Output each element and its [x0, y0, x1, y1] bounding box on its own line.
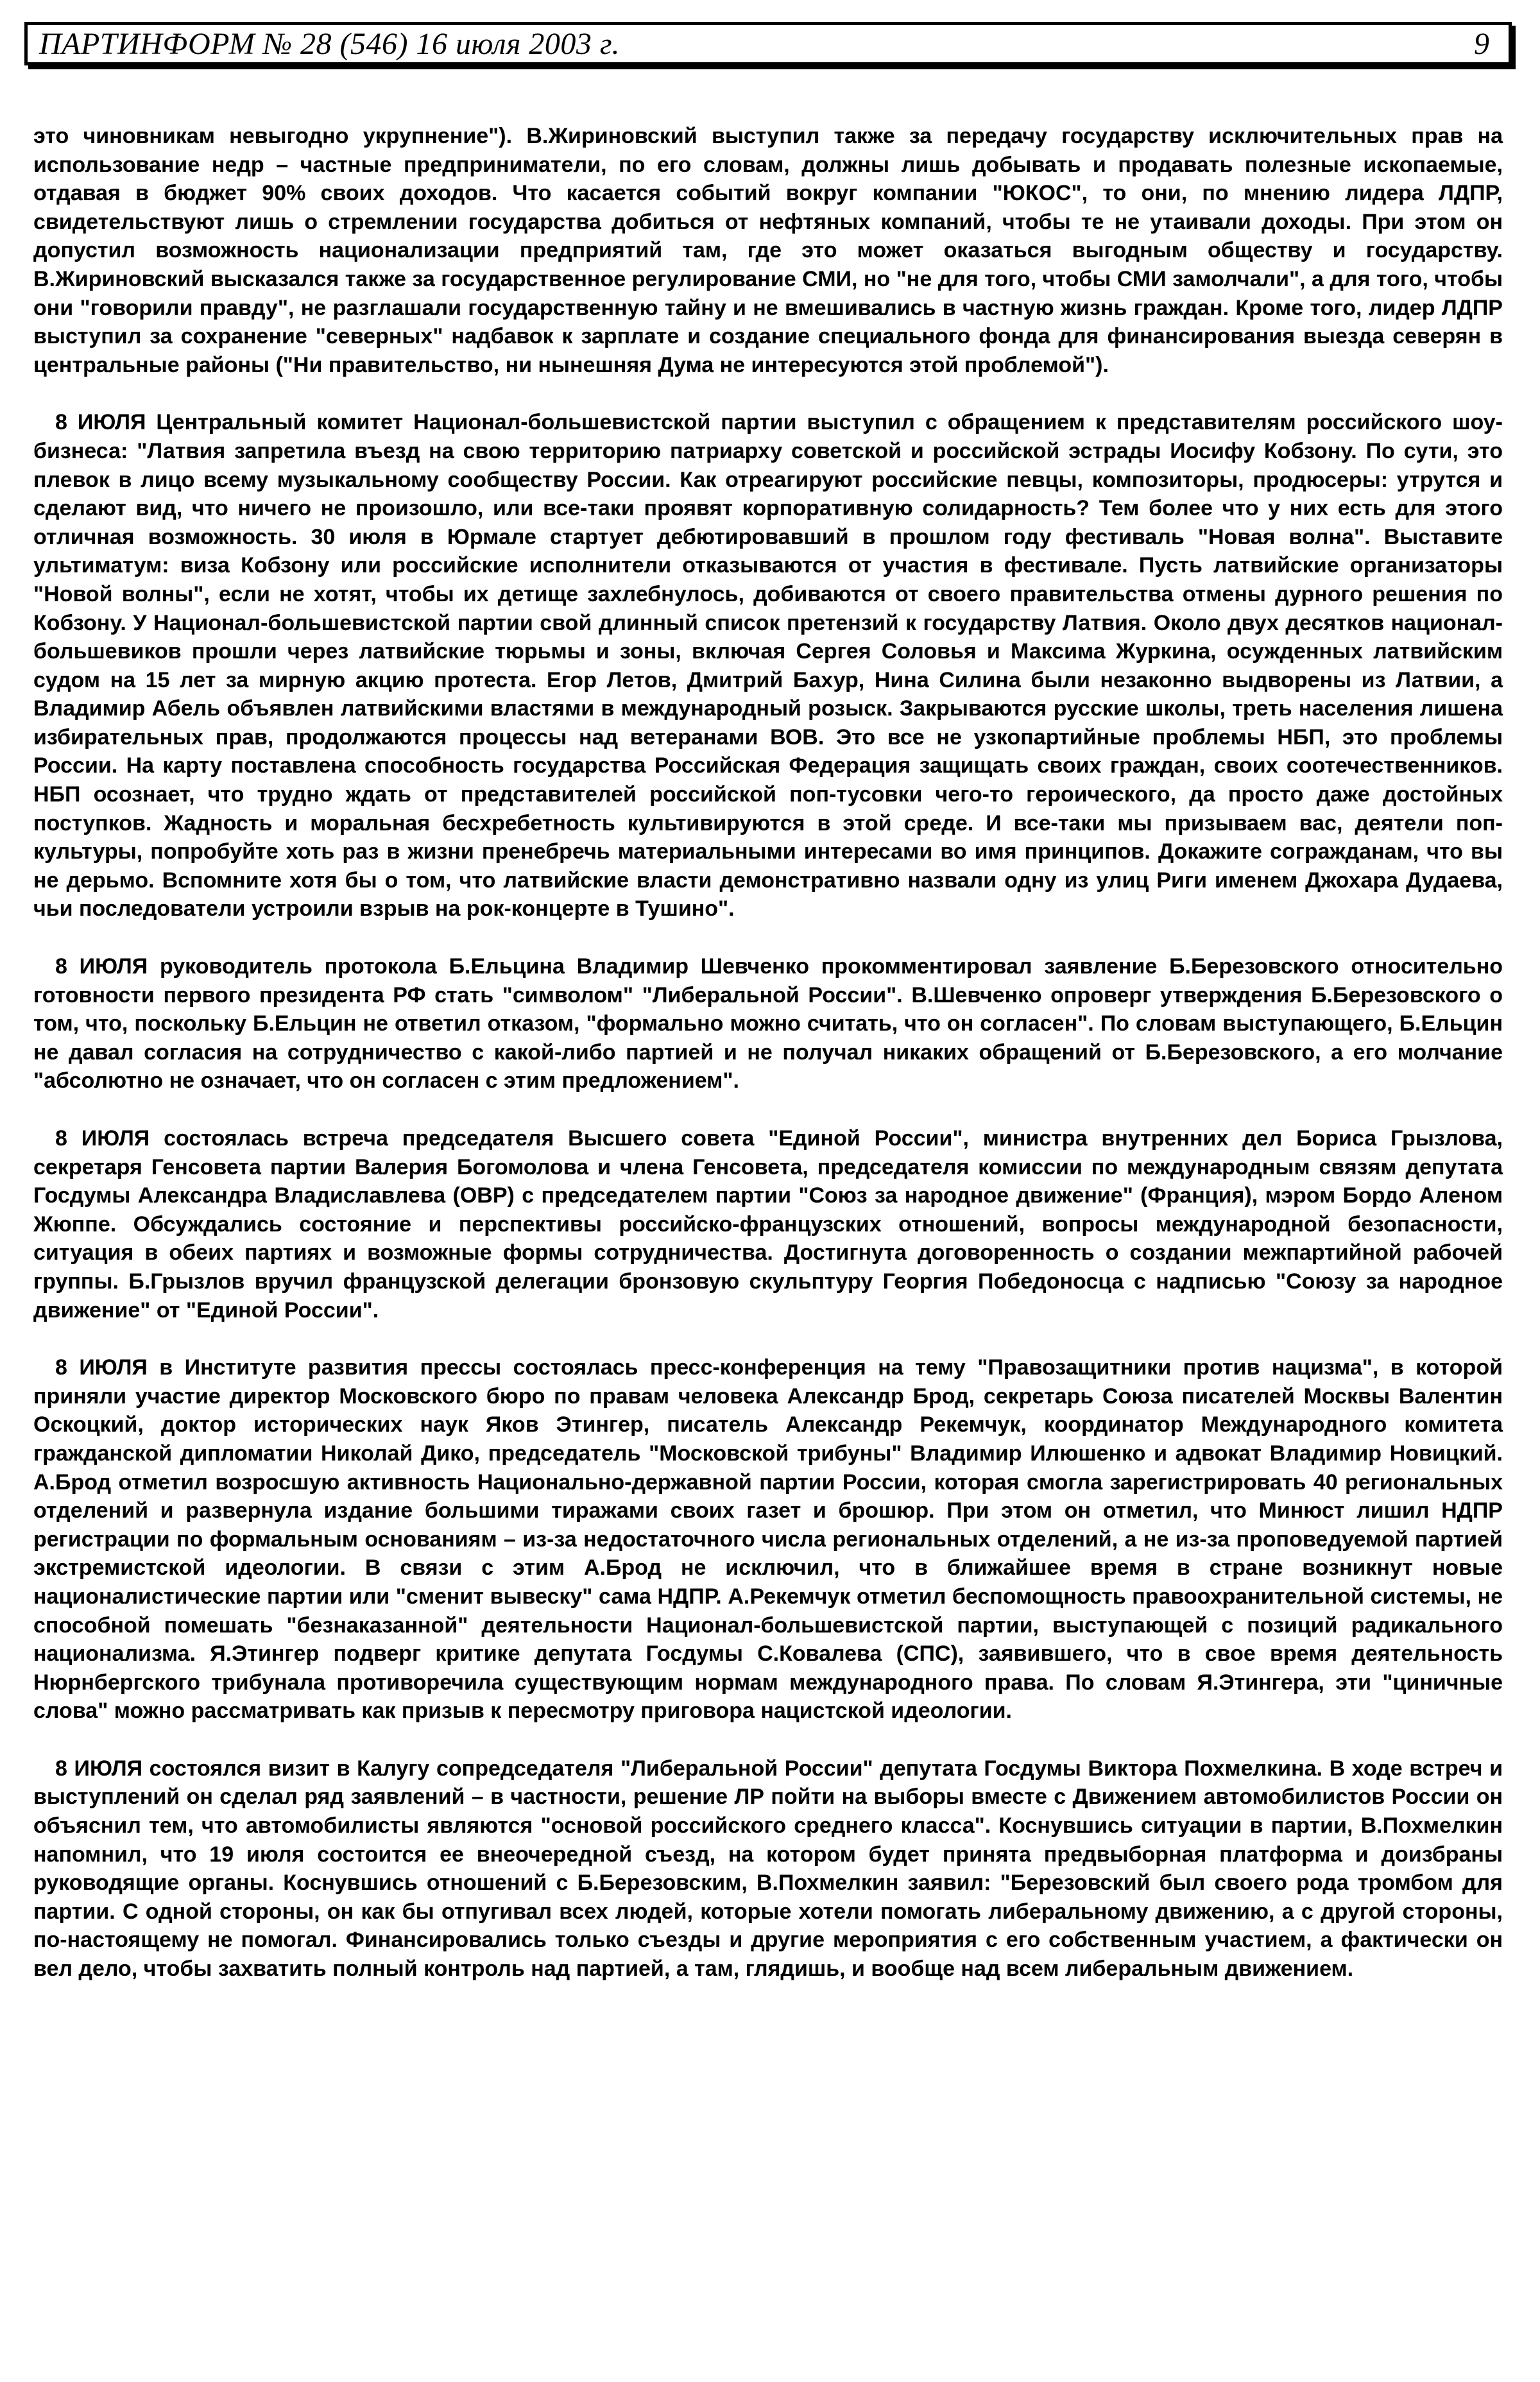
paragraph-text: руководитель протокола Б.Ельцина Владимир Шевченко прокомментировал заявление Б.Березовского относительно готовности первого президента РФ стать "символом" "Либеральной России". В.Шевченко опроверг утверждения Б.Березовского о том, что, поскольку Б.Ельцин не ответил отказом, "формально можно считать, что он согласен". По словам выступающего, Б.Ельцин не давал согласия на сотрудничество с какой-либо партией и не получал никаких обращений от Б.Березовского, а его молчание "абсолютно не означает, что он согласен с этим предложением". — [33, 954, 1503, 1093]
paragraph-5 — [33, 1353, 1503, 1726]
paragraph-6 — [33, 1754, 1503, 1984]
paragraph-date: 8 ИЮЛЯ — [55, 954, 148, 979]
paragraph-text: состоялась встреча председателя Высшего совета "Единой России", министра внутренних дел Бориса Грызлова, секретаря Генсовета партии Валерия Богомолова и члена Генсовета, председателя комиссии по международным связям депутата Госдумы Александра Владиславлева (ОВР) с председателем партии "Союз за народное движение" (Франция), мэром Бордо Аленом Жюппе. Обсуждались состояние и перспективы российско-французских отношений, вопросы международной безопасности, ситуация в обеих партиях и возможные формы сотрудничества. Достигнута договоренность о создании межпартийной рабочей группы. Б.Грызлов вручил французской делегации бронзовую скульптуру Георгия Победоносца с надписью "Союзу за народное движение" от "Единой России". — [33, 1126, 1503, 1323]
article-body — [33, 122, 1503, 2012]
paragraph-date: 8 ИЮЛЯ — [55, 1756, 143, 1781]
paragraph-date: 8 ИЮЛЯ — [55, 1355, 148, 1380]
page-number: 9 — [1474, 26, 1489, 61]
paragraph-text: состоялся визит в Калугу сопредседателя "Либеральной России" депутата Госдумы Виктора Похмелкина. В ходе встреч и выступлений он сделал ряд заявлений – в частности, решение ЛР пойти на выборы вместе с Движением автомобилистов России он объяснил тем, что автомобилисты являются "основой российского среднего класса". Коснувшись ситуации в партии, В.Похмелкин напомнил, что 19 июля состоится ее внеочередной съезд, на котором будет принята предвыборная платформа и доизбраны руководящие органы. Коснувшись отношений с Б.Березовским, В.Похмелкин заявил: "Березовский был своего рода тромбом для партии. С одной стороны, он как бы отпугивал всех людей, которые хотели помогать либеральному движению, а с другой стороны, по-настоящему не помогал. Финансировались только съезды и другие мероприятия с его собственным участием, а фактически он вел дело, чтобы захватить полный контроль над партией, а там, глядишь, и вообще над всем либеральным движением. — [33, 1756, 1503, 1982]
paragraph-text: Центральный комитет Национал-большевистской партии выступил с обращением к представителям российского шоу-бизнеса: "Латвия запретила въезд на свою территорию патриарху советской и российской эстрады Иосифу Кобзону. По сути, это плевок в лицо всему музыкальному сообществу России. Как отреагируют российские певцы, композиторы, продюсеры: утрутся и сделают вид, что ничего не произошло, или все-таки проявят корпоративную солидарность? Тем более что у них есть для этого отличная возможность. 30 июля в Юрмале стартует дебютировавший в прошлом году фестиваль "Новая волна". Выставите ультиматум: виза Кобзону или российские исполнители отказываются от участия в фестивале. Пусть латвийские организаторы "Новой волны", если не хотят, чтобы их детище захлебнулось, добиваются от своего правительства отмены дурного решения по Кобзону. У Национал-большевистской партии свой длинный список претензий к государству Латвия. Около двух десятков национал-большевиков прошли через латвийские тюрьмы и зоны, включая Сергея Соловья и Максима Журкина, осужденных латвийским судом на 15 лет за мирную акцию протеста. Егор Летов, Дмитрий Бахур, Нина Силина были незаконно выдворены из Латвии, а Владимир Абель объявлен латвийскими властями в международный розыск. Закрываются русские школы, треть населения лишена избирательных прав, продолжаются процессы над ветеранами ВОВ. Это все не узкопартийные проблемы НБП, это проблемы России. На карту поставлена способность государства Российская Федерация защищать своих граждан, своих соотечественников. НБП осознает, что трудно ждать от представителей российской поп-тусовки чего-то героического, да просто даже достойных поступков. Жадность и моральная бесхребетность культивируются в этой среде. И все-таки мы призываем вас, деятели поп-культуры, попробуйте хоть раз в жизни пренебречь материальными интересами во имя принципов. Докажите согражданам, что вы не дерьмо. Вспомните хотя бы о том, что латвийские власти демонстративно назвали одну из улиц Риги именем Джохара Дудаева, чьи последователи устроили взрыв на рок-концерте в Тушино". — [33, 410, 1503, 921]
paragraph-date: 8 ИЮЛЯ — [55, 1126, 150, 1151]
paragraph-text: это чиновникам невыгодно укрупнение"). В.Жириновский выступил также за передачу государству исключительных прав на использование недр – частные предприниматели, по его словам, должны лишь добывать и продавать полезные ископаемые, отдавая в бюджет 90% своих доходов. Что касается событий вокруг компании "ЮКОС", то они, по мнению лидера ЛДПР, свидетельствуют лишь о стремлении государства добиться от нефтяных компаний, чтобы те не утаивали доходы. При этом он допустил возможность национализации предприятий там, где это может оказаться выгодным обществу и государству. В.Жириновский высказался также за государственное регулирование СМИ, но "не для того, чтобы СМИ замолчали", а для того, чтобы они "говорили правду", не разглашали государственную тайну и не вмешивались в частную жизнь граждан. Кроме того, лидер ЛДПР выступил за сохранение "северных" надбавок к зарплате и создание специального фонда для финансирования выезда северян в центральные районы ("Ни правительство, ни нынешняя Дума не интересуются этой проблемой"). — [33, 124, 1503, 377]
paragraph-4 — [33, 1124, 1503, 1324]
paragraph-date: 8 ИЮЛЯ — [55, 410, 146, 435]
publication-title: ПАРТИНФОРМ № 28 (546) 16 июля 2003 г. — [39, 26, 620, 61]
paragraph-text: в Институте развития прессы состоялась пресс-конференция на тему "Правозащитники против нацизма", в которой приняли участие директор Московского бюро по правам человека Александр Брод, секретарь Союза писателей Москвы Валентин Оскоцкий, доктор исторических наук Яков Этингер, писатель Александр Рекемчук, координатор Международного комитета гражданской дипломатии Николай Дико, председатель "Московской трибуны" Владимир Илюшенко и адвокат Владимир Новицкий. А.Брод отметил возросшую активность Национально-державной партии России, которая смогла зарегистрировать 40 региональных отделений и развернула издание большими тиражами своих газет и брошюр. При этом он отметил, что Минюст лишил НДПР регистрации по формальным основаниям – из-за недостаточного числа региональных отделений, а не из-за проповедуемой партией экстремистской идеологии. В связи с этим А.Брод не исключил, что в ближайшее время в стране возникнут новые националистические партии или "сменит вывеску" сама НДПР. А.Рекемчук отметил беспомощность правоохранительной системы, не способной помешать "безнаказанной" деятельности Национал-большевистской партии, выступающей с позиций радикального национализма. Я.Этингер подверг критике депутата Госдумы С.Ковалева (СПС), заявившего, что в свое время деятельность Нюрнбергского трибунала противоречила существующим нормам международного права. По словам Я.Этингера, эти "циничные слова" можно рассматривать как призыв к пересмотру приговора нацистской идеологии. — [33, 1355, 1503, 1724]
paragraph-2 — [33, 408, 1503, 923]
paragraph-1 — [33, 122, 1503, 379]
paragraph-3 — [33, 952, 1503, 1095]
page-header — [24, 22, 1512, 65]
